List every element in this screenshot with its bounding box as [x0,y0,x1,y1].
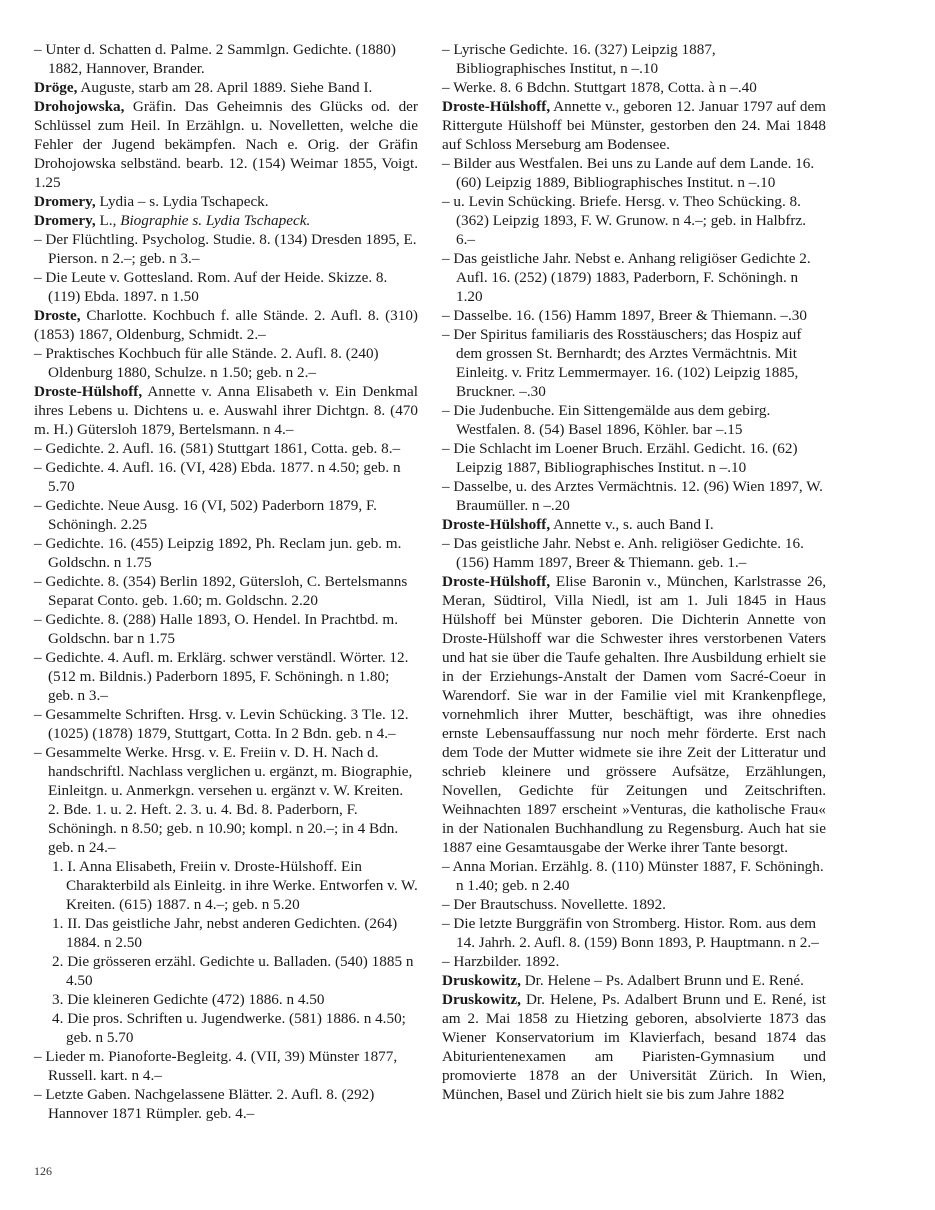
entry-text: – u. Levin Schücking. Briefe. Hersg. v. Theo Schücking. 8. (362) Leipzig 1893, F. W. Grunow. n 4.–; geb. in Halbfrz. 6.– [442,193,807,248]
entry-item [442,914,826,952]
entry-text: – Gedichte. 4. Aufl. 16. (VI, 428) Ebda. 1877. n 4.50; geb. n 5.70 [34,459,401,495]
entry-item [442,439,826,477]
entry-author: Droste-Hülshoff, [442,573,551,590]
entry-item [442,534,826,572]
entry-item [36,1009,418,1047]
entry-text: Lydia – s. Lydia Tschapeck. [95,193,269,210]
entry-text: – Gedichte. 8. (354) Berlin 1892, Gütersloh, C. Bertelsmanns Separat Conto. geb. 1.60; m. Goldschn. 2.20 [34,573,408,609]
entry-text: – Die Schlacht im Loener Bruch. Erzähl. Gedicht. 16. (62) Leipzig 1887, Bibliographisches Institut. n –.10 [442,440,798,476]
entry-item [442,40,826,78]
left-column [34,40,418,1123]
entry-text: – Der Spiritus familiaris des Rosstäuschers; das Hospiz auf dem grossen St. Bernhardt; des Arztes Vermächtnis. Mit Einleitg. v. Fritz Lemmermayer. 16. (102) Leipzig 1885, Bruckner. –.30 [442,326,802,400]
entry-item [36,952,418,990]
entry-text: – Die Judenbuche. Ein Sittengemälde aus dem gebirg. Westfalen. 8. (54) Basel 1896, Köhler. bar –.15 [442,402,771,438]
entry-author: Droste, [34,307,81,324]
entry-heading [34,211,418,230]
entry-text: – Der Flüchtling. Psycholog. Studie. 8. (134) Dresden 1895, E. Pierson. n 2.–; geb. n 3.– [34,231,417,267]
entry-item [442,401,826,439]
entry-item [34,705,418,743]
entry-item [442,857,826,895]
entry-item [34,40,418,78]
entry-item [34,458,418,496]
right-column [442,40,826,1104]
entry-item [34,534,418,572]
entry-text: L., [95,212,121,229]
entry-item [36,914,418,952]
entry-heading [442,990,826,1104]
entry-text: 3. Die kleineren Gedichte (472) 1886. n 4.50 [52,991,325,1008]
entry-text: – Gesammelte Schriften. Hrsg. v. Levin Schücking. 3 Tle. 12. (1025) (1878) 1879, Stuttgart, Cotta. In 2 Bdn. geb. n 4.– [34,706,409,742]
entry-author: Dromery, [34,212,96,229]
entry-item [34,648,418,705]
entry-text: Dr. Helene – Ps. Adalbert Brunn und E. René. [520,972,804,989]
entry-heading [442,515,826,534]
entry-author: Dröge, [34,79,78,96]
entry-text: Auguste, starb am 28. April 1889. Siehe Band I. [77,79,373,96]
entry-text: 4. Die pros. Schriften u. Jugendwerke. (581) 1886. n 4.50; geb. n 5.70 [52,1010,406,1046]
entry-text: – Dasselbe. 16. (156) Hamm 1897, Breer & Thiemann. –.30 [442,307,807,324]
entry-item [442,306,826,325]
entry-heading [34,192,418,211]
entry-text: Annette v. Anna Elisabeth v. Ein Denkmal ihres Lebens u. Dichtens u. e. Auswahl ihrer Dichtgn. 8. (470 m. H.) Gütersloh 1879, Bertelsmann. n 4.– [34,383,418,438]
entry-item [442,154,826,192]
entry-text: – Gedichte. Neue Ausg. 16 (VI, 502) Paderborn 1879, F. Schöningh. 2.25 [34,497,377,533]
entry-item [36,990,418,1009]
entry-item [34,439,418,458]
entry-text: – Letzte Gaben. Nachgelassene Blätter. 2. Aufl. 8. (292) Hannover 1871 Rümpler. geb. 4.– [34,1086,375,1122]
entry-heading [442,971,826,990]
entry-heading [34,306,418,344]
entry-text: – Gedichte. 2. Aufl. 16. (581) Stuttgart 1861, Cotta. geb. 8.– [34,440,401,457]
entry-text: – Dasselbe, u. des Arztes Vermächtnis. 12. (96) Wien 1897, W. Braumüller. n –.20 [442,478,823,514]
entry-author: Drohojowska, [34,98,125,115]
entry-text: – Die letzte Burggräfin von Stromberg. Histor. Rom. aus dem 14. Jahrh. 2. Aufl. 8. (159) Bonn 1893, P. Hauptmann. n 2.– [442,915,819,951]
entry-text: Gräfin. Das Geheimnis des Glücks od. der Schlüssel zum Heil. In Erzählgn. u. Novelletten, welche die Fehler der Jugend bekämpfen. Nach e. Orig. der Gräfin Drohojowska selbständ. bearb. 12. (154) Weimar 1855, Voigt. 1.25 [34,98,418,191]
entry-author: Dromery, [34,193,96,210]
entry-item [34,1085,418,1123]
entry-heading [442,572,826,857]
entry-text: Dr. Helene, Ps. Adalbert Brunn und E. René, ist am 2. Mai 1858 zu Hietzing geboren, absolvierte 1873 das Wiener Konservatorium im Klavierfach, besand 1874 das Abiturientenexamen am Piaristen-Gymnasium und promovierte 1878 an der Universität Zürich. In Wien, München, Basel und Zürich hielt sie bis zum Jahre 1882 [442,991,826,1103]
entry-item [34,610,418,648]
entry-author: Droste-Hülshoff, [442,516,551,533]
entry-text: – Werke. 8. 6 Bdchn. Stuttgart 1878, Cotta. à n –.40 [442,79,757,96]
entry-item [442,78,826,97]
entry-text: – Bilder aus Westfalen. Bei uns zu Lande auf dem Lande. 16. (60) Leipzig 1889, Bibliographisches Institut. n –.10 [442,155,815,191]
entry-author: Droste-Hülshoff, [34,383,143,400]
entry-italic-note: Biographie s. Lydia Tschapeck. [120,212,311,229]
entry-text: Annette v., s. auch Band I. [550,516,714,533]
entry-text: – Der Brautschuss. Novellette. 1892. [442,896,666,913]
entry-text: – Gesammelte Werke. Hrsg. v. E. Freiin v. D. H. Nach d. handschriftl. Nachlass verglichen u. ergänzt, m. Biographie, Einleitgn. u. Anmerkgn. versehen u. ergänzt v. W. Kreiten. 2. Bde. 1. u. 2. Heft. 2. 3. u. 4. Bd. 8. Paderborn, F. Schöningh. n 8.50; geb. n 10.90; kompl. n 20.–; in 4 Bdn. geb. n 24.– [34,744,413,856]
entry-text: – Lyrische Gedichte. 16. (327) Leipzig 1887, Bibliographisches Institut, n –.10 [442,41,716,77]
entry-text: Charlotte. Kochbuch f. alle Stände. 2. Aufl. 8. (310) (1853) 1867, Oldenburg, Schmidt. 2.– [34,307,418,343]
entry-text: – Lieder m. Pianoforte-Begleitg. 4. (VII, 39) Münster 1877, Russell. kart. n 4.– [34,1048,398,1084]
entry-text: – Praktisches Kochbuch für alle Stände. 2. Aufl. 8. (240) Oldenburg 1880, Schulze. n 1.50; geb. n 2.– [34,345,379,381]
entry-heading [442,97,826,154]
entry-author: Druskowitz, [442,972,521,989]
entry-text: – Gedichte. 8. (288) Halle 1893, O. Hendel. In Prachtbd. m. Goldschn. bar n 1.75 [34,611,398,647]
entry-item [442,895,826,914]
entry-text: 2. Die grösseren erzähl. Gedichte u. Balladen. (540) 1885 n 4.50 [52,953,414,989]
entry-heading [34,97,418,192]
entry-text: – Harzbilder. 1892. [442,953,560,970]
entry-text: 1. I. Anna Elisabeth, Freiin v. Droste-Hülshoff. Ein Charakterbild als Einleitg. in ihre Werke. Entworfen v. W. Kreiten. (615) 1887. n 4.–; geb. n 5.20 [52,858,418,913]
entry-text: – Das geistliche Jahr. Nebst e. Anh. religiöser Gedichte. 16. (156) Hamm 1897, Breer & Thiemann. geb. 1.– [442,535,804,571]
entry-item [442,192,826,249]
entry-item [34,572,418,610]
entry-author: Droste-Hülshoff, [442,98,551,115]
entry-text: – Die Leute v. Gottesland. Rom. Auf der Heide. Skizze. 8. (119) Ebda. 1897. n 1.50 [34,269,388,305]
entry-item [34,1047,418,1085]
page-number: 126 [34,1164,52,1178]
entry-text: – Unter d. Schatten d. Palme. 2 Sammlgn. Gedichte. (1880) 1882, Hannover, Brander. [34,41,396,77]
entry-item [34,344,418,382]
entry-heading [34,382,418,439]
entry-text: – Das geistliche Jahr. Nebst e. Anhang religiöser Gedichte 2. Aufl. 16. (252) (1879) 1883, Paderborn, F. Schöningh. n 1.20 [442,250,811,305]
entry-item [34,268,418,306]
entry-text: 1. II. Das geistliche Jahr, nebst anderen Gedichten. (264) 1884. n 2.50 [52,915,398,951]
entry-item [442,249,826,306]
entry-text: – Gedichte. 16. (455) Leipzig 1892, Ph. Reclam jun. geb. m. Goldschn. n 1.75 [34,535,402,571]
entry-item [34,496,418,534]
entry-item [34,230,418,268]
entry-text: – Gedichte. 4. Aufl. m. Erklärg. schwer verständl. Wörter. 12. (512 m. Bildnis.) Paderborn 1895, F. Schöningh. n 1.80; geb. n 3.– [34,649,409,704]
entry-text: – Anna Morian. Erzählg. 8. (110) Münster 1887, F. Schöningh. n 1.40; geb. n 2.40 [442,858,824,894]
entry-item [36,857,418,914]
entry-item [442,477,826,515]
entry-item [34,743,418,857]
entry-heading [34,78,418,97]
entry-item [442,952,826,971]
entry-text: Elise Baronin v., München, Karlstrasse 26, Meran, Südtirol, Villa Niedl, ist am 1. Juli 1845 in Haus Hülshoff bei Münster geboren. Die Dichterin Annette von Droste-Hülshoff war die Schwester ihres verstorbenen Vaters und hat sie über die Taufe gehalten. Ihre Ausbildung erhielt sie in der Erziehungs-Anstalt der Damen vom Sacré-Coeur in Warendorf. Sie war in der Familie viel mit Krankenpflege, vornehmlich ihrer Mutter, beschäftigt, was ihre ohnedies ernste Lebensauffassung nur noch mehr förderte. Erst nach dem Tode der Mutter widmete sie ihre Zeit der Litteratur und schrieb kleinere und grössere Aufsätze, Erzählungen, Novellen, Gedichte für Zeitungen und Zeitschriften. Weihnachten 1897 erscheint »Venturas, die katholische Frau« in der Nationalen Buchhandlung zu Regensburg. Auch hat sie 1887 eine Gesamtausgabe der Werke ihrer Tante besorgt. [442,573,826,856]
entry-text: Annette v., geboren 12. Januar 1797 auf dem Rittergute Hülshoff bei Münster, gestorben den 24. Mai 1848 auf Schloss Merseburg am Bodensee. [442,98,826,153]
entry-author: Druskowitz, [442,991,521,1008]
entry-item [442,325,826,401]
